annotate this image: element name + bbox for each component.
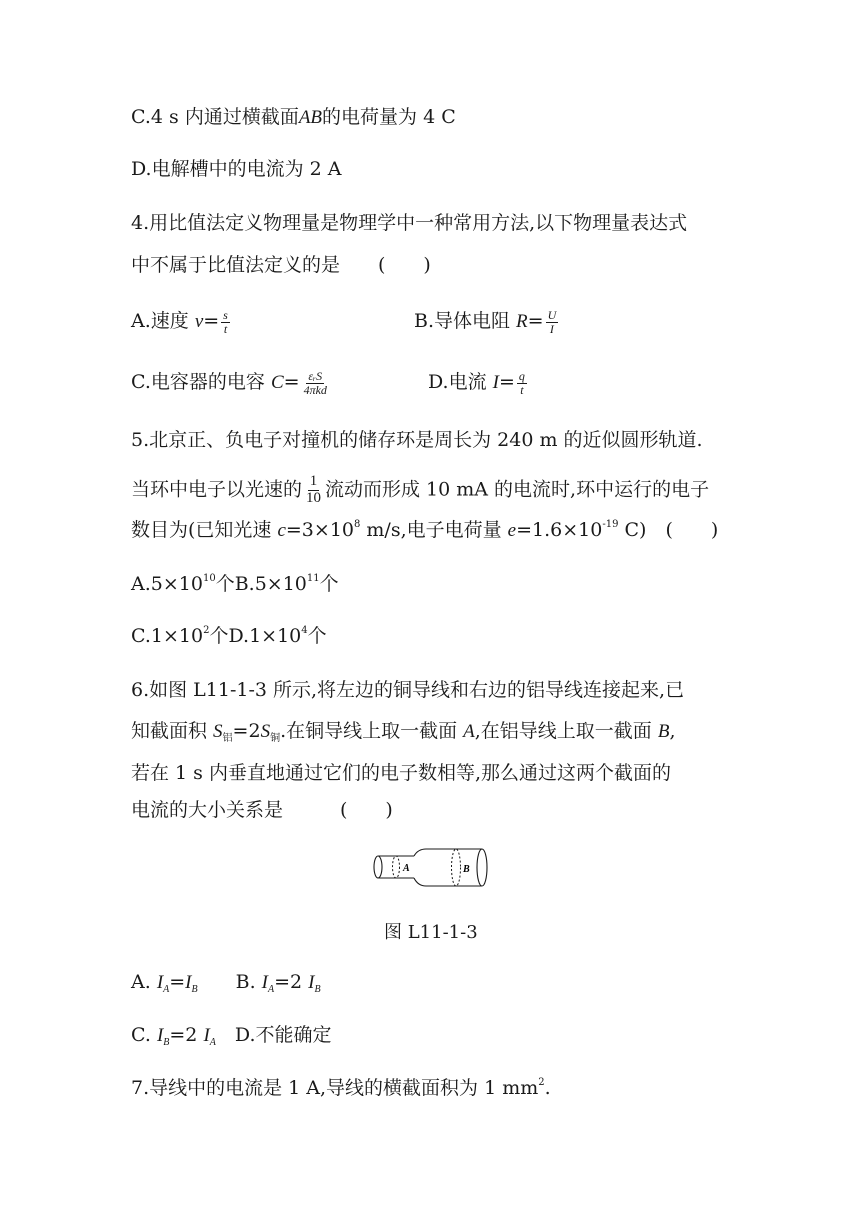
q3-ab-symbol: AB <box>298 107 323 128</box>
copper-wire-end-cap <box>374 856 382 878</box>
q3-option-c: C.4 s 内通过横截面AB的电荷量为 4 C <box>131 106 456 128</box>
q6-options-ab: A. $I_A=I_B$ B. $I_A=2$ $I_B$ <box>131 971 321 995</box>
wire-step-bottom <box>414 878 426 886</box>
q5-one-tenth-fraction: $\frac{1}{10}$ <box>306 473 322 506</box>
section-b-dashed <box>452 849 461 886</box>
q7-stem-line1: 7.导线中的电流是 1 A,导线的横截面积为 1 $mm^2$. <box>131 1077 551 1099</box>
q4-option-b: B.导体电阻 R= $\frac{U}{I}$ <box>414 308 557 336</box>
q3-option-d: D.电解槽中的电流为 2 A <box>131 158 342 180</box>
q6-stem-line3: 若在 1 s 内垂直地通过它们的电子数相等,那么通过这两个截面的 <box>131 762 671 784</box>
q4-stem-line2: 中不属于比值法定义的是 ( ) <box>131 254 431 276</box>
q5-stem-line2: 当环中电子以光速的 $\frac{1}{10}$ 流动而形成 10 mA 的电流时,环中运行的电子 <box>131 473 710 506</box>
wire-step-top <box>414 849 426 856</box>
q4-option-c: C.电容器的电容 C= $\frac{\text{εᵣS}}{\text{4πkd}}$ <box>131 369 327 397</box>
q6-stem-line1: 6.如图 L11-1-3 所示,将左边的铜导线和右边的铝导线连接起来,已 <box>131 679 685 701</box>
q5-options-cd: $C.1\times 10^2$个$D.1\times 10^4$个 <box>131 625 327 647</box>
q6-stem-line2: 知截面积 $S_铝=2S_铜$.在铜导线上取一截面 A,在铝导线上取一截面 B, <box>131 720 676 744</box>
q5-options-ab: $A.5\times 10^{10}$个$B.5\times 10^{11}$个 <box>131 573 339 595</box>
q4-d-fraction: $\frac{q}{t}$ <box>518 369 525 397</box>
q4-c-fraction: $\frac{\text{εᵣS}}{\text{4πkd}}$ <box>303 369 327 397</box>
q4-a-fraction: $\frac{s}{t}$ <box>223 308 228 336</box>
section-a-label: A <box>403 863 410 874</box>
q4-stem-line1: 4.用比值法定义物理量是物理学中一种常用方法,以下物理量表达式 <box>131 212 688 234</box>
section-b-label: B <box>463 864 470 875</box>
q6-stem-line4: 电流的大小关系是 ( ) <box>131 799 393 821</box>
q6-options-cd: C. $I_B=2$ $I_A$ D.不能确定 <box>131 1024 332 1048</box>
q4-option-d: D.电流 I= $\frac{q}{t}$ <box>428 369 525 397</box>
q5-stem-line1: 5.北京正、负电子对撞机的储存环是周长为 240 m 的近似圆形轨道. <box>131 429 703 451</box>
q5-stem-line3: 数目为(已知光速 $c=3\times 10^8$ m/s,电子电荷量 $e=1.6\times 10^{-19}$ C) ( ) <box>131 519 719 541</box>
q4-b-fraction: $\frac{U}{I}$ <box>547 308 557 336</box>
q4-option-a: A.速度 v= $\frac{s}{t}$ <box>131 308 228 336</box>
aluminum-wire-end-cap <box>477 849 487 886</box>
section-a-dashed <box>393 856 400 878</box>
figure-caption: 图 L11-1-3 <box>384 922 478 943</box>
wire-diagram-figure <box>370 846 490 890</box>
